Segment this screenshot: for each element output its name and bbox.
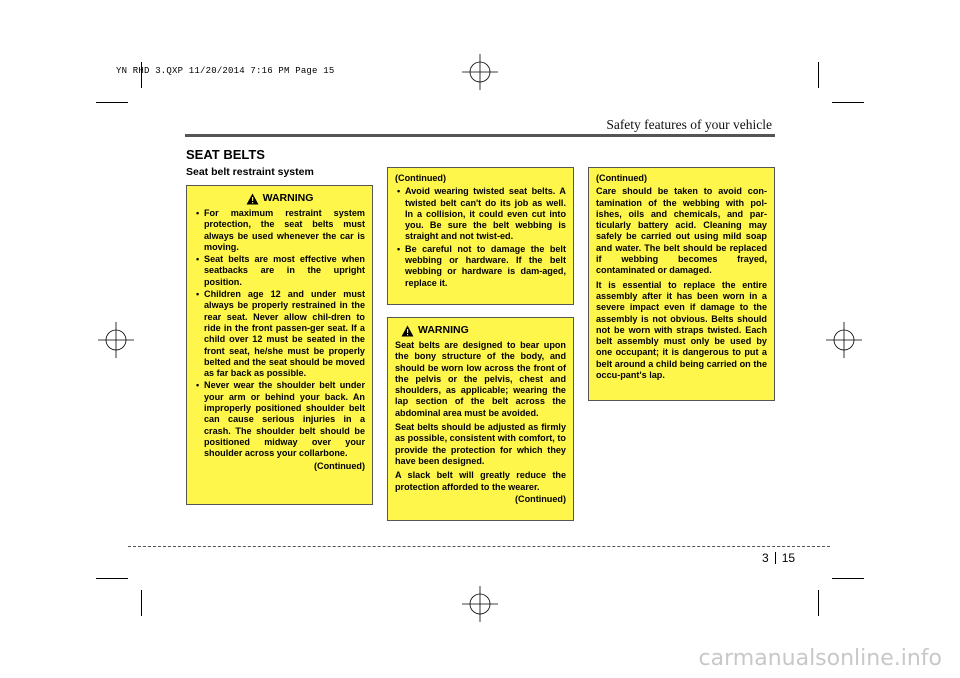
page-number-value: 15 bbox=[781, 551, 796, 565]
page-number bbox=[762, 551, 795, 565]
list-item: • Seat belts are most effective when seatbacks are in the upright position. bbox=[194, 254, 365, 288]
warning-paragraph: A slack belt will greatly reduce the protection afforded to the wearer. bbox=[395, 470, 566, 492]
continued-label: (Continued) bbox=[313, 460, 365, 471]
registration-mark-icon bbox=[462, 586, 498, 622]
list-item: • Avoid wearing twisted seat belts. A twisted belt can't do its job as well. In a collision, it could even cut into you. Be sure the belt webbing is straight and not twist-ed. bbox=[395, 186, 566, 242]
crop-mark bbox=[832, 578, 864, 579]
list-item: • For maximum restraint system protection, the seat belts must always be used whenever the car is moving. bbox=[194, 208, 365, 253]
continued-box-4 bbox=[588, 167, 775, 401]
subtitle: Seat belt restraint system bbox=[186, 166, 314, 178]
list-item: • Never wear the shoulder belt under your arm or behind your back. An improperly positioned shoulder belt can cause serious injuries in a crash. The shoulder belt should be positioned midway over your shoulder across your collarbone. bbox=[194, 380, 365, 459]
warning-heading-text: WARNING bbox=[418, 324, 469, 337]
print-slug: YN RHD 3.QXP 11/20/2014 7:16 PM Page 15 bbox=[116, 66, 335, 76]
continued-label: (Continued) bbox=[395, 173, 447, 183]
warning-paragraph: Seat belts should be adjusted as firmly as possible, consistent with comfort, to provide the protection for which they have been designed. bbox=[395, 422, 566, 466]
crop-mark bbox=[818, 590, 819, 616]
header-rule bbox=[185, 134, 775, 137]
warning-triangle-icon bbox=[401, 325, 414, 337]
warning-heading-text: WARNING bbox=[262, 192, 314, 205]
continued-box-2 bbox=[387, 167, 574, 305]
continued-label: (Continued) bbox=[514, 493, 566, 504]
warning-heading bbox=[194, 193, 365, 205]
page-number-divider bbox=[775, 552, 776, 564]
warning-paragraph: Seat belts are designed to bear upon the bony structure of the body, and should be worn low across the front of the pelvis or the pelvis, chest and shoulders, as applicable; wearing the lap section of the belt across the abdominal area must be avoided. bbox=[395, 340, 566, 418]
crop-mark bbox=[96, 102, 128, 103]
warning-heading bbox=[395, 325, 566, 337]
chapter-number: 3 bbox=[762, 551, 769, 565]
watermark: carmanualsonline.info bbox=[698, 646, 942, 671]
list-item: • Children age 12 and under must always be properly restrained in the rear seat. Never allow chil-dren to ride in the front passen-ger seat. If a child over 12 must be seated in the front seat, he/she must be properly belted and the seat should be moved as far back as possible. bbox=[194, 289, 365, 379]
crop-mark bbox=[832, 102, 864, 103]
continued-label: (Continued) bbox=[596, 173, 648, 183]
warning-list bbox=[194, 208, 365, 460]
crop-mark bbox=[141, 590, 142, 616]
warning-triangle-icon bbox=[246, 193, 259, 205]
registration-mark-icon bbox=[98, 322, 134, 358]
section-title: SEAT BELTS bbox=[186, 147, 265, 162]
warning-paragraph: It is essential to replace the entire assembly after it has been worn in a severe impact even if damage to the assembly is not obvious. Belts should not be worn with straps twisted. Each belt assembly must only be used by one occupant; it is dangerous to put a belt around a child being carried on the occu-pant's lap. bbox=[596, 279, 767, 381]
warning-paragraph: Care should be taken to avoid con-tamination of the webbing with pol-ishes, oils and chemicals, and par-ticularly battery acid. Cleaning may safely be carried out using mild soap and water. The belt should be replaced if webbing becomes frayed, contaminated or damaged. bbox=[596, 186, 767, 276]
registration-mark-icon bbox=[462, 54, 498, 90]
crop-mark bbox=[96, 578, 128, 579]
warning-box-3 bbox=[387, 317, 574, 521]
footer-rule bbox=[128, 546, 830, 547]
registration-mark-icon bbox=[826, 322, 862, 358]
list-item: • Be careful not to damage the belt webbing or hardware. If the belt webbing or hardware is dam-aged, replace it. bbox=[395, 244, 566, 289]
warning-list bbox=[395, 186, 566, 289]
running-head: Safety features of your vehicle bbox=[606, 117, 772, 132]
warning-box-1 bbox=[186, 185, 373, 505]
crop-mark bbox=[818, 62, 819, 88]
